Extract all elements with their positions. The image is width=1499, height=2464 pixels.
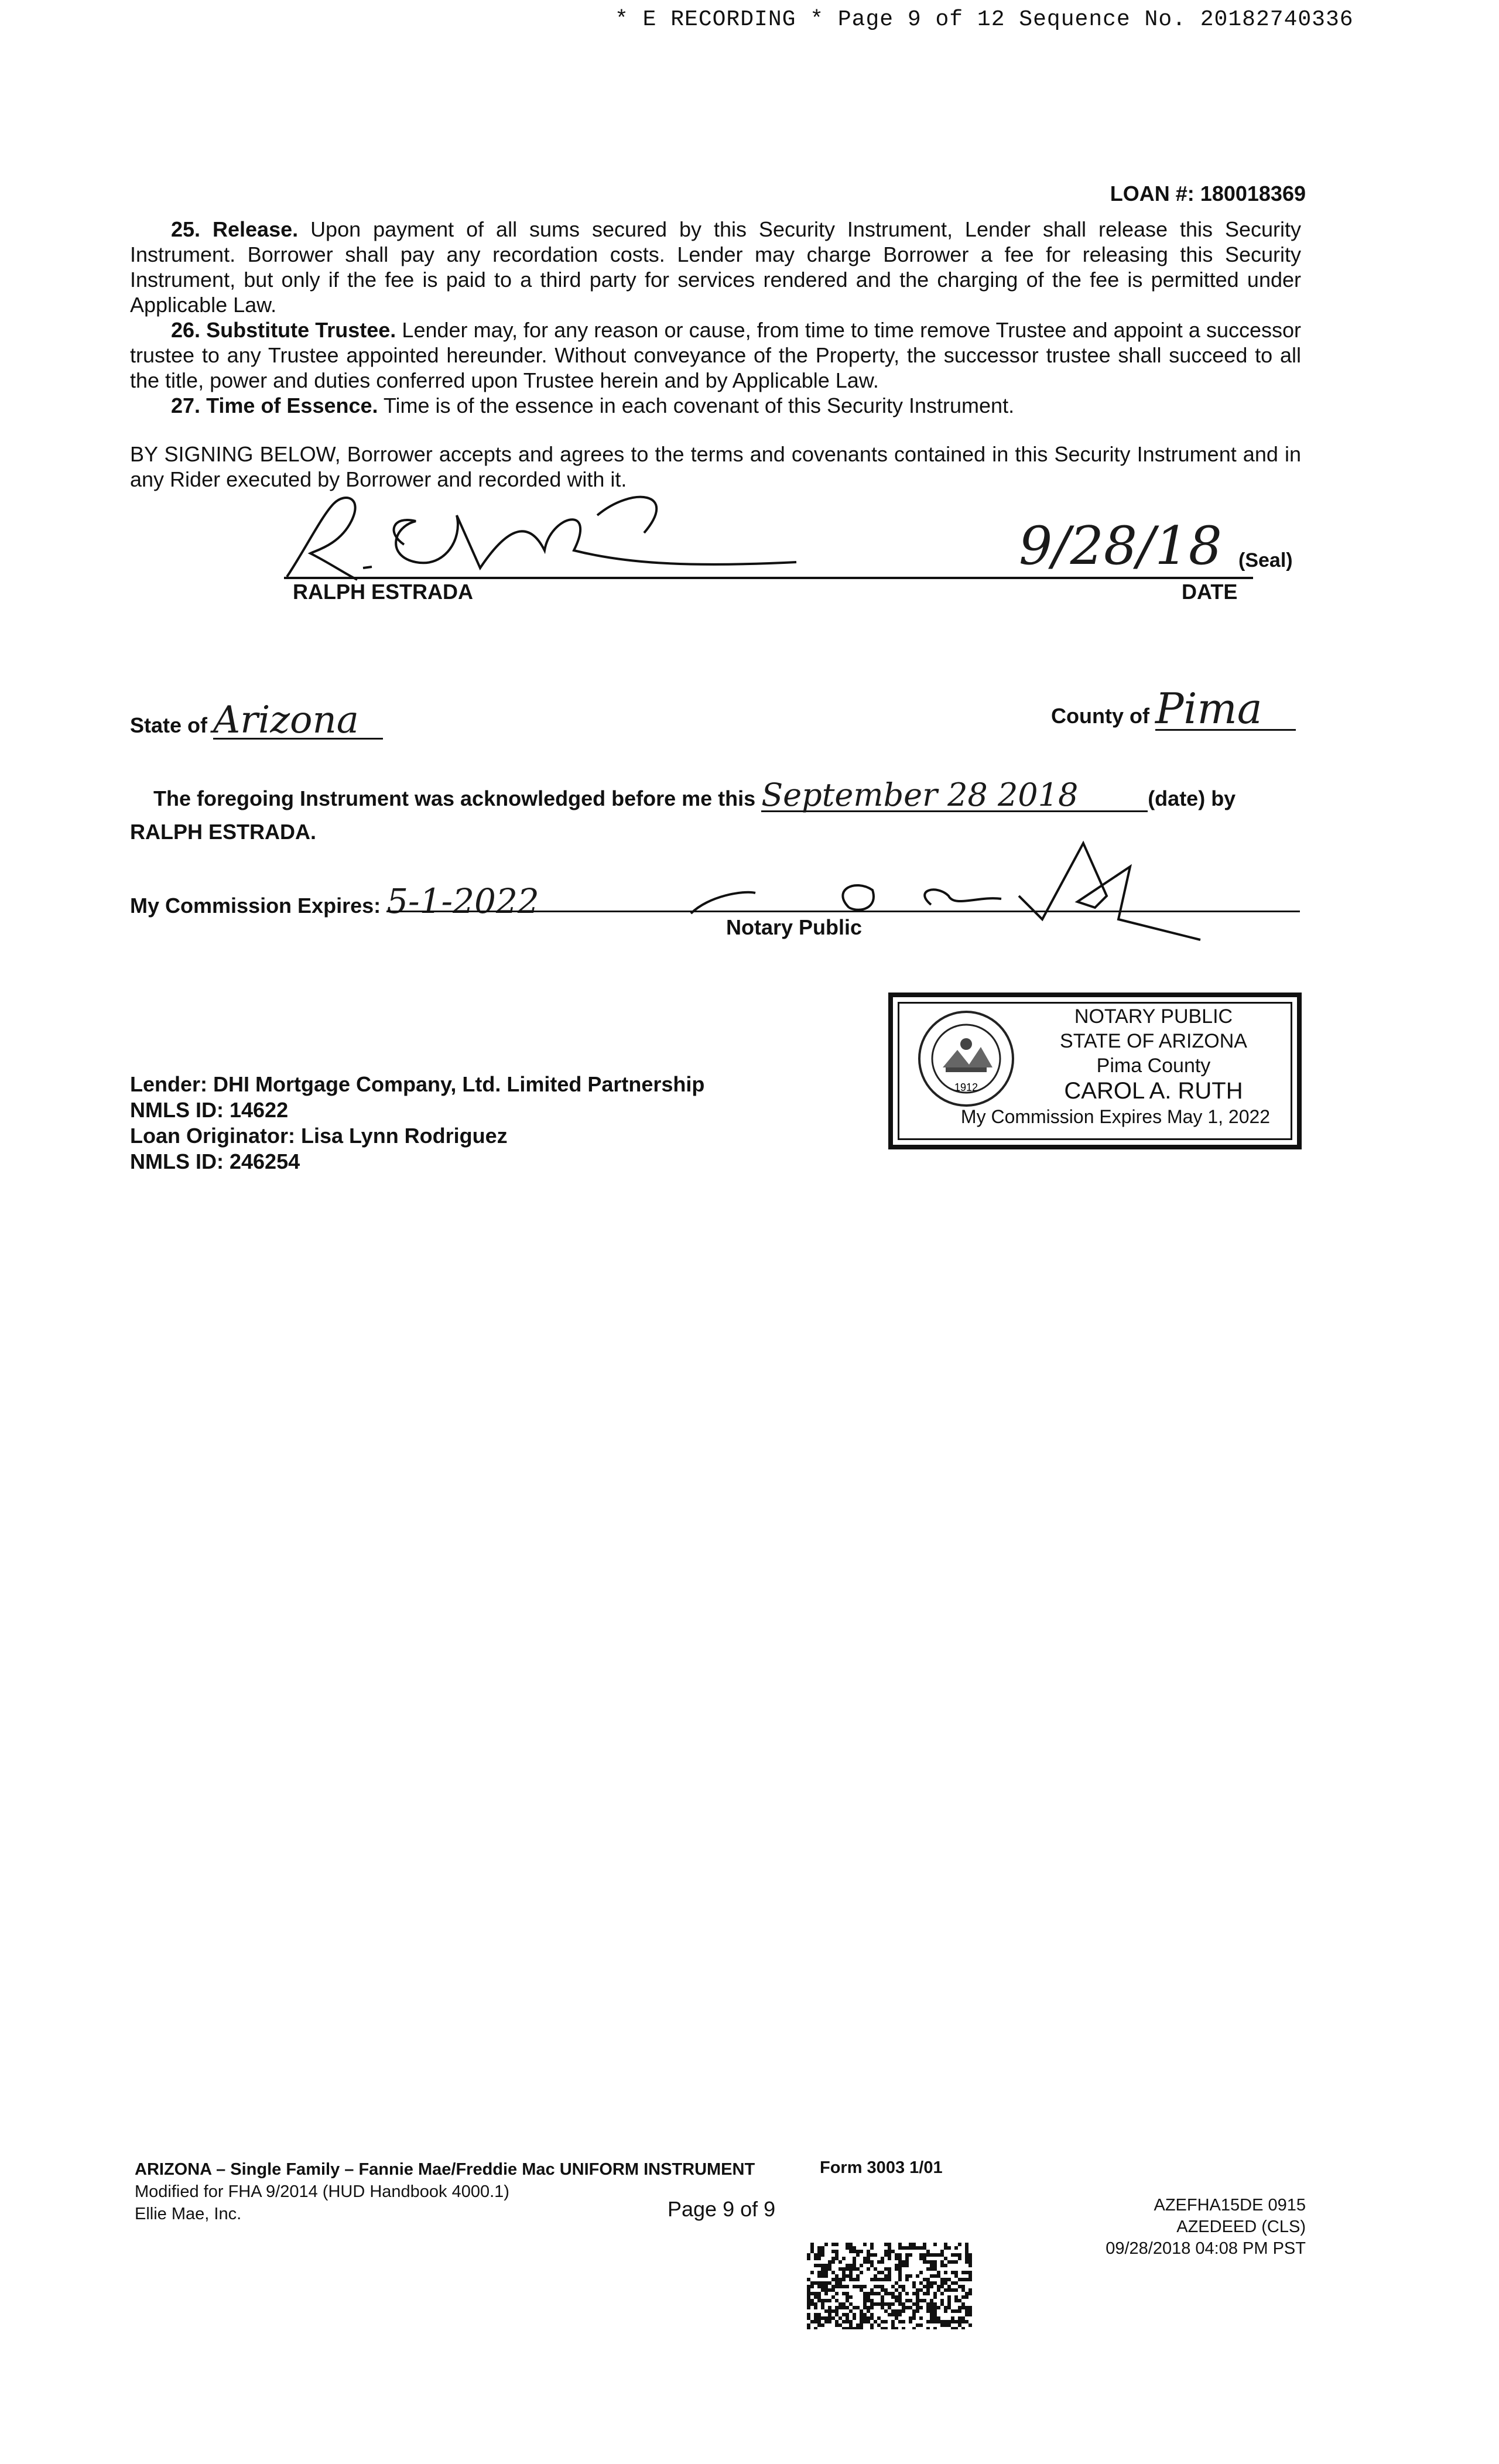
barcode-icon [807, 2243, 972, 2329]
lender-nmls: NMLS ID: 14622 [130, 1098, 289, 1122]
footer-vendor: Ellie Mae, Inc. [135, 2205, 242, 2223]
state-label: State of [130, 713, 208, 737]
loan-number-label: LOAN #: [1110, 182, 1195, 206]
signature-line [284, 577, 1253, 579]
stamp-line-county: Pima County [1096, 1055, 1211, 1077]
clause-title: Release. [213, 217, 299, 241]
acknowledged-name: RALPH ESTRADA. [130, 820, 317, 844]
borrower-name: RALPH ESTRADA [293, 580, 474, 604]
commission-value: 5-1-2022 [386, 881, 539, 921]
footer-left [135, 2158, 755, 2225]
lender-info [130, 1072, 704, 1175]
loan-number [1110, 182, 1306, 206]
stamp-line-notary-public: NOTARY PUBLIC [1074, 1005, 1233, 1028]
acknowledgment-line [153, 776, 1236, 813]
stamp-line-state: STATE OF ARIZONA [1060, 1030, 1247, 1052]
footer-title [135, 2158, 755, 2181]
state-value: Arizona [213, 703, 383, 740]
borrower-signature-graphic [269, 480, 820, 591]
seal-label: (Seal) [1238, 549, 1293, 571]
recording-header: * E RECORDING * Page 9 of 12 Sequence No. 20182740336 [615, 7, 1354, 32]
footer-title-rest: – Single Family – Fannie Mae/Freddie Mac UNIFORM INSTRUMENT [211, 2160, 755, 2179]
footer-form-number: Form 3003 1/01 [820, 2158, 943, 2177]
footer-right [1106, 2195, 1306, 2260]
county-label: County of [1051, 704, 1149, 728]
footer-title-state: ARIZONA [135, 2160, 212, 2179]
clause-number: 25. [171, 217, 201, 241]
county-value: Pima [1155, 688, 1296, 731]
clause-text: Time is of the essence in each covenant of this Security Instrument. [383, 393, 1015, 417]
clause-25 [130, 217, 1301, 317]
acknowledgment-date-suffix: (date) by [1148, 786, 1236, 810]
footer-timestamp: 09/28/2018 04:08 PM PST [1106, 2239, 1306, 2258]
clause-text: Upon payment of all sums secured by this Security Instrument, Lender shall release this Security Instrument. Borrower shall pay any recordation costs. Lender may charge Borrower a fee for releasing this Security Instrument, but only if the fee is paid to a third party for services rendered and the charging of the fee is permitted under Applicable Law. [130, 217, 1301, 317]
commission-label: My Commission Expires: [130, 894, 381, 918]
handwritten-date: 9/28/18 [1019, 515, 1222, 577]
footer-code-1: AZEFHA15DE 0915 [1154, 2196, 1306, 2215]
originator-nmls: NMLS ID: 246254 [130, 1149, 300, 1173]
commission-field [130, 881, 539, 921]
seal-year: 1912 [954, 1082, 978, 1093]
footer-modified: Modified for FHA 9/2014 (HUD Handbook 4000.1) [135, 2182, 509, 2201]
stamp-line-commission: My Commission Expires May 1, 2022 [960, 1106, 1271, 1127]
stamp-line-notary-name: CAROL A. RUTH [1064, 1078, 1243, 1104]
loan-originator: Loan Originator: Lisa Lynn Rodriguez [130, 1124, 508, 1148]
lender-name: Lender: DHI Mortgage Company, Ltd. Limited Partnership [130, 1072, 705, 1096]
clause-27 [130, 393, 1301, 418]
loan-number-value: 180018369 [1200, 182, 1306, 206]
clause-number: 27. [171, 393, 201, 417]
county-field [1051, 684, 1296, 733]
clause-title: Time of Essence. [206, 393, 378, 417]
notary-public-label: Notary Public [726, 915, 863, 939]
footer-code-2: AZEDEED (CLS) [1176, 2217, 1306, 2236]
acknowledgment-date: September 28 2018 [761, 780, 1148, 812]
notary-stamp [888, 993, 1302, 1149]
clause-text: Lender may, for any reason or cause, from time to time remove Trustee and appoint a successor trustee to any Trustee appointed hereunder. Without conveyance of the Property, the successor trustee shall succeed to all the title, power and duties conferred upon Trustee herein and by Applicable Law. [130, 318, 1301, 392]
signing-statement: BY SIGNING BELOW, Borrower accepts and agrees to the terms and covenants contained in this Security Instrument and in any Rider executed by Borrower and recorded with it. [130, 442, 1301, 491]
clause-26 [130, 317, 1301, 393]
clause-number: 26. [171, 318, 201, 342]
acknowledgment-text: The foregoing Instrument was acknowledged before me this [153, 786, 756, 810]
date-label: DATE [1182, 580, 1238, 604]
state-field [130, 699, 383, 742]
footer-page-number: Page 9 of 9 [668, 2197, 776, 2221]
arizona-seal-icon [916, 1009, 1016, 1108]
clause-title: Substitute Trustee. [206, 318, 396, 342]
body-text [130, 217, 1301, 492]
